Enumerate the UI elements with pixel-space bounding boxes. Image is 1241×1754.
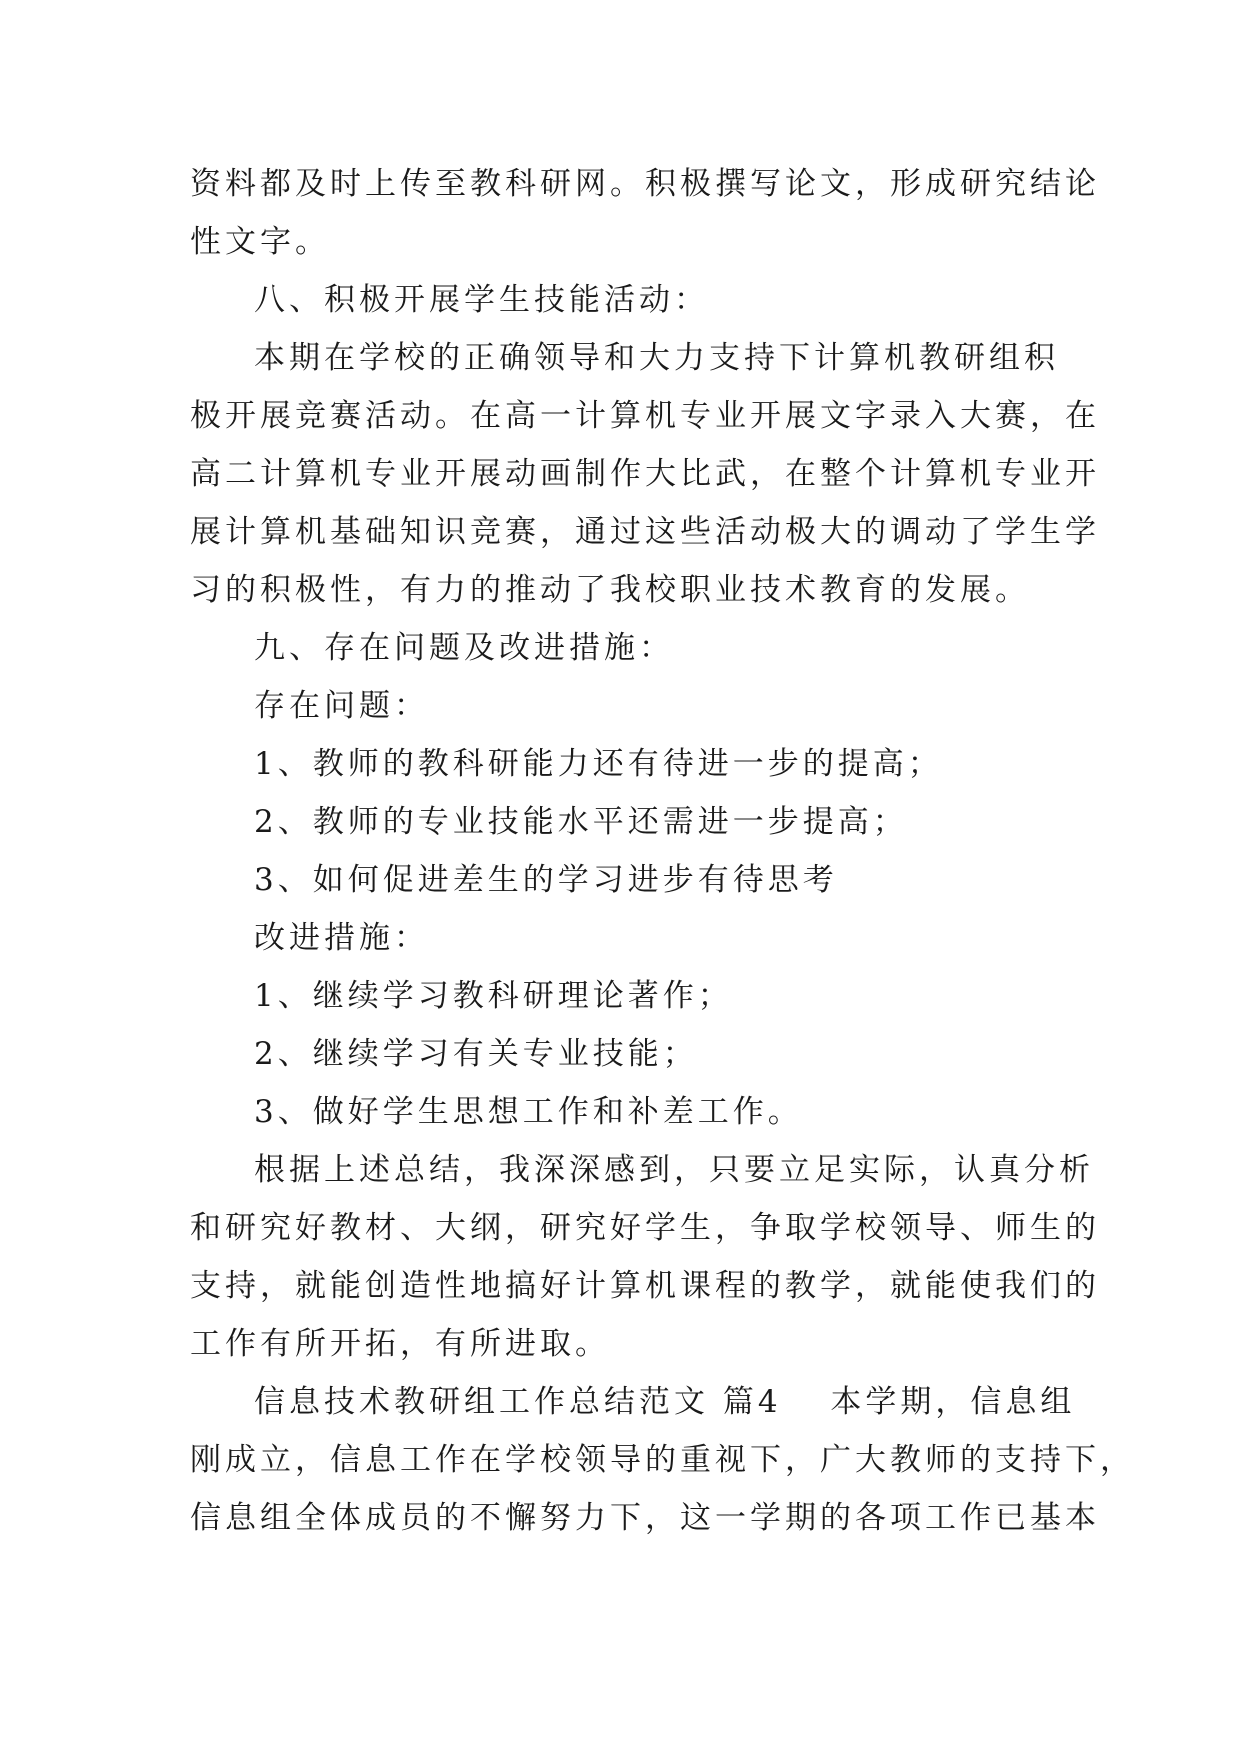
- text-line: 资料都及时上传至教科研网。积极撰写论文，形成研究结论: [190, 166, 1100, 202]
- text-line: 极开展竞赛活动。在高一计算机专业开展文字录入大赛，在: [190, 398, 1100, 434]
- text-line: 2、继续学习有关专业技能；: [254, 1036, 698, 1072]
- document-body: [190, 155, 1135, 1547]
- text-line: 信息组全体成员的不懈努力下，这一学期的各项工作已基本: [190, 1500, 1100, 1536]
- text-line: 性文字。: [190, 224, 330, 260]
- text-line: 存在问题：: [254, 688, 429, 724]
- text-line: 高二计算机专业开展动画制作大比武，在整个计算机专业开: [190, 456, 1100, 492]
- text-line: 改进措施：: [254, 920, 429, 956]
- text-line: 2、教师的专业技能水平还需进一步提高；: [254, 804, 908, 840]
- text-line: 和研究好教材、大纲，研究好学生，争取学校领导、师生的: [190, 1210, 1100, 1246]
- text-line: 八、积极开展学生技能活动：: [254, 282, 709, 318]
- text-line: 1、继续学习教科研理论著作；: [254, 978, 733, 1014]
- text-line: 工作有所开拓，有所进取。: [190, 1326, 610, 1362]
- text-line: 1、教师的教科研能力还有待进一步的提高；: [254, 746, 943, 782]
- text-line: 根据上述总结，我深深感到，只要立足实际，认真分析: [254, 1152, 1094, 1188]
- text-line: 刚成立，信息工作在学校领导的重视下，广大教师的支持下，: [190, 1442, 1135, 1478]
- text-line: 九、存在问题及改进措施：: [254, 630, 674, 666]
- text-line: 展计算机基础知识竞赛，通过这些活动极大的调动了学生学: [190, 514, 1100, 550]
- text-line: 3、如何促进差生的学习进步有待思考: [254, 862, 838, 898]
- text-line: 支持，就能创造性地搞好计算机课程的教学，就能使我们的: [190, 1268, 1100, 1304]
- text-line: 3、做好学生思想工作和补差工作。: [254, 1094, 803, 1130]
- text-line: 信息技术教研组工作总结范文 篇4 本学期，信息组: [254, 1384, 1076, 1420]
- text-line: 本期在学校的正确领导和大力支持下计算机教研组积: [254, 340, 1059, 376]
- text-line: 习的积极性，有力的推动了我校职业技术教育的发展。: [190, 572, 1030, 608]
